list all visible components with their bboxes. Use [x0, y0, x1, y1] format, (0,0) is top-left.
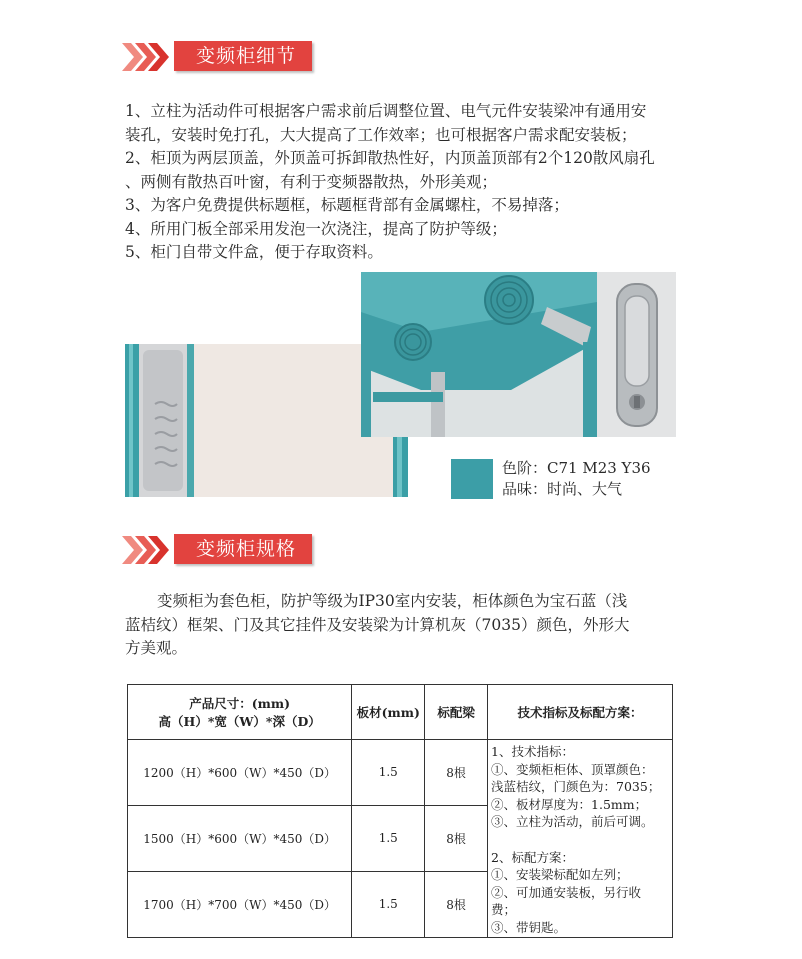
details-line: 2、柜顶为两层顶盖，外顶盖可拆卸散热性好，内顶盖顶部有2个120散风扇孔	[125, 149, 655, 167]
section-header-details	[122, 41, 342, 73]
table-row	[128, 740, 673, 806]
table-header-row	[128, 685, 673, 740]
details-paragraph	[125, 100, 655, 265]
header-spec: 技术指标及标配方案：	[488, 685, 673, 740]
color-swatch	[451, 459, 493, 499]
cell-material: 1.5	[352, 805, 425, 871]
chevron-arrows-icon	[122, 43, 172, 71]
cell-beams: 8根	[425, 740, 488, 806]
specs-paragraph	[125, 590, 629, 661]
header-material: 板材(mm)	[352, 685, 425, 740]
section-header-specs	[122, 534, 342, 566]
cell-size: 1700（H）*700（W）*450（D）	[128, 871, 352, 937]
header-size: 产品尺寸：(mm) 高（H）*宽（W）*深（D）	[128, 685, 352, 740]
cell-material: 1.5	[352, 871, 425, 937]
details-line: 4、所用门板全部采用发泡一次浇注，提高了防护等级；	[125, 219, 507, 238]
details-line: 装孔，安装时免打孔，大大提高了工作效率；也可根据客户需求配安装板；	[125, 125, 637, 144]
cell-beams: 8根	[425, 805, 488, 871]
cell-material: 1.5	[352, 740, 425, 806]
cell-size: 1200（H）*600（W）*450（D）	[128, 740, 352, 806]
color-grade-text: 色阶：C71 M23 Y36	[502, 459, 651, 477]
cell-beams: 8根	[425, 871, 488, 937]
color-info	[502, 458, 651, 500]
section-title: 变频柜细节	[174, 41, 312, 71]
details-line: 3、为客户免费提供标题框，标题框背部有金属螺柱，不易掉落；	[125, 196, 569, 214]
cell-spec-notes: 1、技术指标： ①、变频柜柜体、顶罩颜色： 浅蓝桔纹，门颜色为：7035； ②、板材厚度为：1.5mm； ③、立柱为活动，前后可调。 2、标配方案： ①、安装梁标配如左列； ②、可加通安装板，另行收 费； ③、带钥匙。	[488, 740, 673, 938]
cabinet-top-fan-photo	[361, 272, 597, 437]
specs-line: 变频柜为套色柜，防护等级为IP30室内安装，柜体颜色为宝石蓝（浅	[157, 592, 628, 610]
details-line: 、两侧有散热百叶窗，有利于变频器散热，外形美观；	[125, 172, 498, 191]
specs-line: 蓝桔纹）框架、门及其它挂件及安装梁为计算机灰（7035）颜色，外形大	[125, 615, 630, 634]
spec-table	[127, 684, 673, 938]
header-beams: 标配梁	[425, 685, 488, 740]
door-lock-photo	[597, 272, 676, 437]
details-line: 1、立柱为活动件可根据客户需求前后调整位置、电气元件安装梁冲有通用安	[125, 102, 647, 120]
chevron-arrows-icon	[122, 536, 172, 564]
specs-line: 方美观。	[125, 639, 188, 657]
cell-size: 1500（H）*600（W）*450（D）	[128, 805, 352, 871]
details-line: 5、柜门自带文件盒，便于存取资料。	[125, 243, 383, 261]
color-style-text: 品味：时尚、大气	[502, 480, 623, 498]
section-title: 变频柜规格	[174, 534, 312, 564]
